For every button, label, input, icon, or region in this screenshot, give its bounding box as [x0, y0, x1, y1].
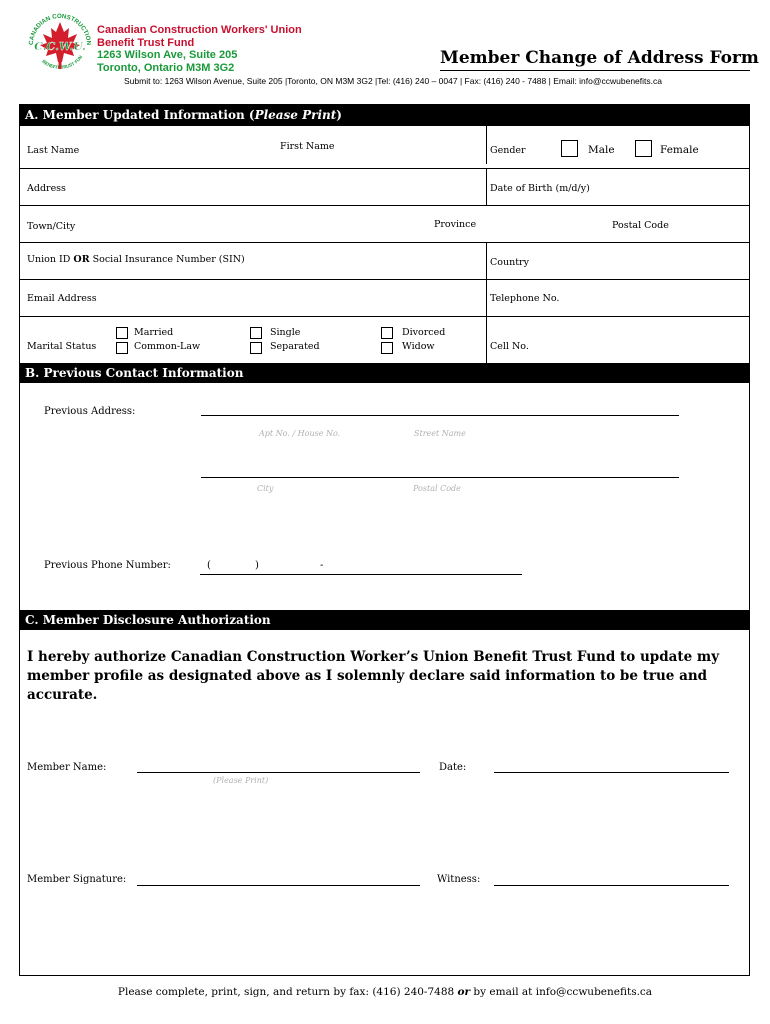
- female-checkbox[interactable]: [635, 140, 652, 157]
- previous-address-label: Previous Address:: [44, 406, 136, 417]
- footer-instructions: Please complete, print, sign, and return by fax: (416) 240-7488 or by email at info@ccwubenefits.ca: [117, 986, 653, 998]
- apt-hint: Apt No. / House No.: [259, 429, 341, 438]
- witness-label: Witness:: [437, 874, 481, 885]
- column-divider: [486, 316, 487, 364]
- column-divider: [486, 242, 487, 280]
- common-law-checkbox[interactable]: [116, 342, 128, 354]
- phone-paren-close: ): [255, 560, 259, 571]
- org-address-block: [97, 24, 302, 74]
- column-divider: [486, 279, 487, 317]
- address-label: Address: [27, 183, 66, 194]
- single-checkbox[interactable]: [250, 327, 262, 339]
- row-divider: [19, 242, 750, 243]
- postal-hint: Postal Code: [413, 484, 461, 493]
- dob-label: Date of Birth (m/d/y): [490, 183, 590, 194]
- previous-address-line-1[interactable]: [201, 415, 679, 416]
- city-hint: City: [257, 484, 274, 493]
- form-title: Member Change of Address Form: [440, 48, 759, 68]
- column-divider: [486, 168, 487, 206]
- email-label: Email Address: [27, 293, 97, 304]
- org-street: 1263 Wilson Ave, Suite 205: [97, 49, 238, 61]
- witness-line[interactable]: [494, 885, 729, 886]
- postal-code-label: Postal Code: [612, 220, 669, 231]
- married-label: Married: [134, 327, 174, 338]
- cell-label: Cell No.: [490, 341, 529, 352]
- previous-phone-line[interactable]: [200, 574, 522, 575]
- common-law-label: Common-Law: [134, 341, 201, 352]
- form-frame: [19, 104, 750, 976]
- marital-status-label: Marital Status: [27, 341, 97, 352]
- section-b-header: B. Previous Contact Information: [19, 363, 750, 383]
- member-name-label: Member Name:: [27, 762, 107, 773]
- submit-info: Submit to: 1263 Wilson Avenue, Suite 205 |Toronto, ON M3M 3G2 |Tel: (416) 240 – 0047 | Fax: (416) 240 - 7488 | Email: info@ccwubenefits.ca: [124, 76, 662, 86]
- date-line[interactable]: [494, 772, 729, 773]
- org-subname: Benefit Trust Fund: [97, 36, 195, 49]
- telephone-label: Telephone No.: [490, 293, 560, 304]
- male-label: Male: [588, 144, 615, 156]
- union-id-label: Union ID OR Social Insurance Number (SIN): [27, 254, 245, 265]
- phone-dash: -: [320, 560, 324, 571]
- section-c-header: C. Member Disclosure Authorization: [19, 610, 750, 630]
- male-checkbox[interactable]: [561, 140, 578, 157]
- row-divider: [19, 316, 750, 317]
- column-divider: [486, 126, 487, 164]
- previous-phone-label: Previous Phone Number:: [44, 560, 171, 571]
- divorced-label: Divorced: [402, 327, 446, 338]
- union-logo: [25, 10, 95, 80]
- date-label: Date:: [439, 762, 467, 773]
- phone-paren-open: (: [207, 560, 211, 571]
- logo-monogram: C.C.W.U.: [34, 40, 86, 53]
- authorization-statement: I hereby authorize Canadian Construction Worker’s Union Benefit Trust Fund to update my member profile as designated above as I solemnly declare said information to be true and accurate.: [27, 649, 720, 703]
- widow-checkbox[interactable]: [381, 342, 393, 354]
- street-hint: Street Name: [414, 429, 466, 438]
- separated-checkbox[interactable]: [250, 342, 262, 354]
- province-label: Province: [434, 219, 477, 230]
- gender-label: Gender: [490, 145, 526, 156]
- row-divider: [19, 205, 750, 206]
- section-a-header: A. Member Updated Information (Please Print): [19, 104, 750, 126]
- logo-arc-bottom: BENEFIT TRUST FUN: [41, 54, 84, 70]
- org-city: Toronto, Ontario M3M 3G2: [97, 61, 235, 74]
- town-label: Town/City: [27, 221, 76, 232]
- logo-arc-top: CANADIAN CONSTRUCTION: [27, 12, 93, 46]
- member-signature-line[interactable]: [137, 885, 420, 886]
- member-name-line[interactable]: [137, 772, 420, 773]
- org-name: Canadian Construction Workers' Union: [97, 24, 302, 36]
- separated-label: Separated: [270, 341, 320, 352]
- country-label: Country: [490, 257, 529, 268]
- previous-address-line-2[interactable]: [201, 477, 679, 478]
- first-name-label: First Name: [280, 141, 335, 152]
- row-divider: [19, 279, 750, 280]
- member-signature-label: Member Signature:: [27, 874, 127, 885]
- married-checkbox[interactable]: [116, 327, 128, 339]
- single-label: Single: [270, 327, 301, 338]
- title-underline: [440, 70, 750, 71]
- female-label: Female: [660, 144, 699, 156]
- please-print-hint: (Please Print): [213, 776, 269, 785]
- widow-label: Widow: [402, 341, 435, 352]
- divorced-checkbox[interactable]: [381, 327, 393, 339]
- last-name-label: Last Name: [27, 145, 80, 156]
- row-divider: [19, 168, 750, 169]
